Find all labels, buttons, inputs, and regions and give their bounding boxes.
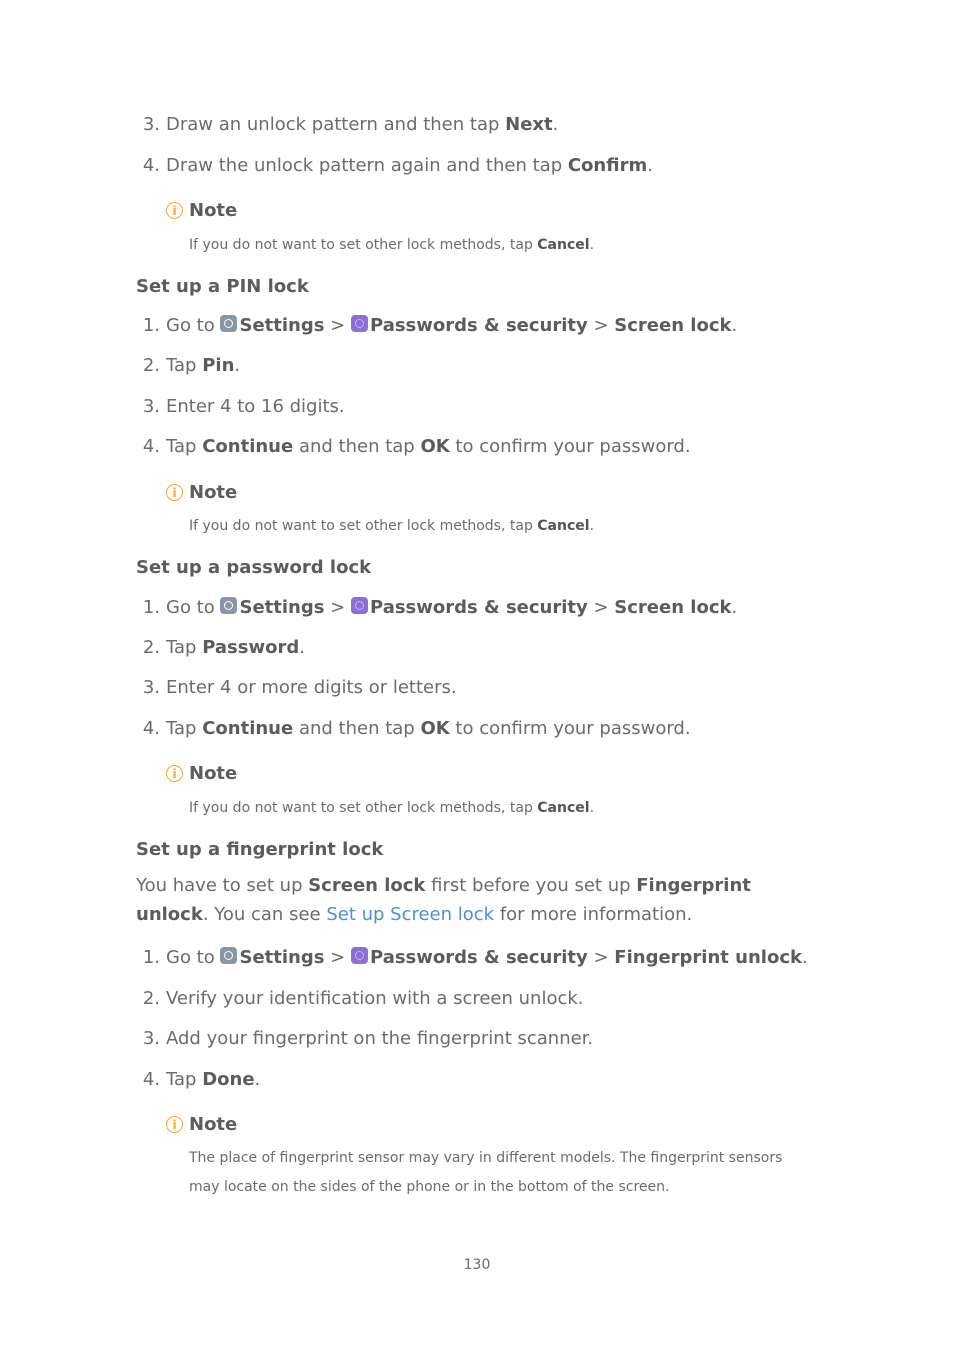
pin-step-1: 1. Go to Settings > Passwords & security > Screen lock. (142, 315, 738, 336)
note-text: If you do not want to set other lock methods, tap Cancel. (189, 800, 595, 816)
fingerprint-step-3: 3. Add your fingerprint on the fingerprint scanner. (142, 1028, 594, 1049)
fingerprint-step-4: 4. Tap Done. (142, 1069, 261, 1090)
page-number: 130 (463, 1257, 491, 1273)
note-title: i Note (166, 763, 237, 784)
info-icon: i (166, 484, 183, 501)
security-icon (351, 947, 368, 964)
note-text: If you do not want to set other lock methods, tap Cancel. (189, 237, 595, 253)
pattern-step-4: 4. Draw the unlock pattern again and then tap Confirm. (142, 155, 653, 176)
security-icon (351, 597, 368, 614)
fingerprint-step-2: 2. Verify your identification with a screen unlock. (142, 988, 584, 1009)
fingerprint-intro: You have to set up Screen lock first before you set up Fingerprint unlock. You can see Set up Screen lock for more information. (136, 875, 751, 925)
note-title: i Note (166, 1114, 237, 1135)
set-up-screen-lock-link[interactable]: Set up Screen lock (326, 904, 495, 925)
pin-step-2: 2. Tap Pin. (142, 355, 241, 376)
section-heading-password: Set up a password lock (136, 557, 372, 578)
settings-icon (220, 597, 237, 614)
fingerprint-step-1: 1. Go to Settings > Passwords & security > Fingerprint unlock. (142, 947, 808, 968)
section-heading-fingerprint: Set up a fingerprint lock (136, 839, 384, 860)
info-icon: i (166, 202, 183, 219)
note-title: i Note (166, 200, 237, 221)
note-text-line-2: may locate on the sides of the phone or in the bottom of the screen. (189, 1179, 670, 1195)
note-text-line-1: The place of fingerprint sensor may vary in different models. The fingerprint sensors (189, 1150, 783, 1166)
info-icon: i (166, 765, 183, 782)
info-icon: i (166, 1116, 183, 1133)
note-title: i Note (166, 482, 237, 503)
pin-step-4: 4. Tap Continue and then tap OK to confirm your password. (142, 436, 691, 457)
password-step-1: 1. Go to Settings > Passwords & security > Screen lock. (142, 597, 738, 618)
password-step-2: 2. Tap Password. (142, 637, 305, 658)
pattern-step-3: 3. Draw an unlock pattern and then tap Next. (142, 114, 559, 135)
note-text: If you do not want to set other lock methods, tap Cancel. (189, 518, 595, 534)
settings-icon (220, 315, 237, 332)
password-step-3: 3. Enter 4 or more digits or letters. (142, 677, 457, 698)
settings-icon (220, 947, 237, 964)
security-icon (351, 315, 368, 332)
password-step-4: 4. Tap Continue and then tap OK to confirm your password. (142, 718, 691, 739)
pin-step-3: 3. Enter 4 to 16 digits. (142, 396, 345, 417)
section-heading-pin: Set up a PIN lock (136, 276, 309, 297)
